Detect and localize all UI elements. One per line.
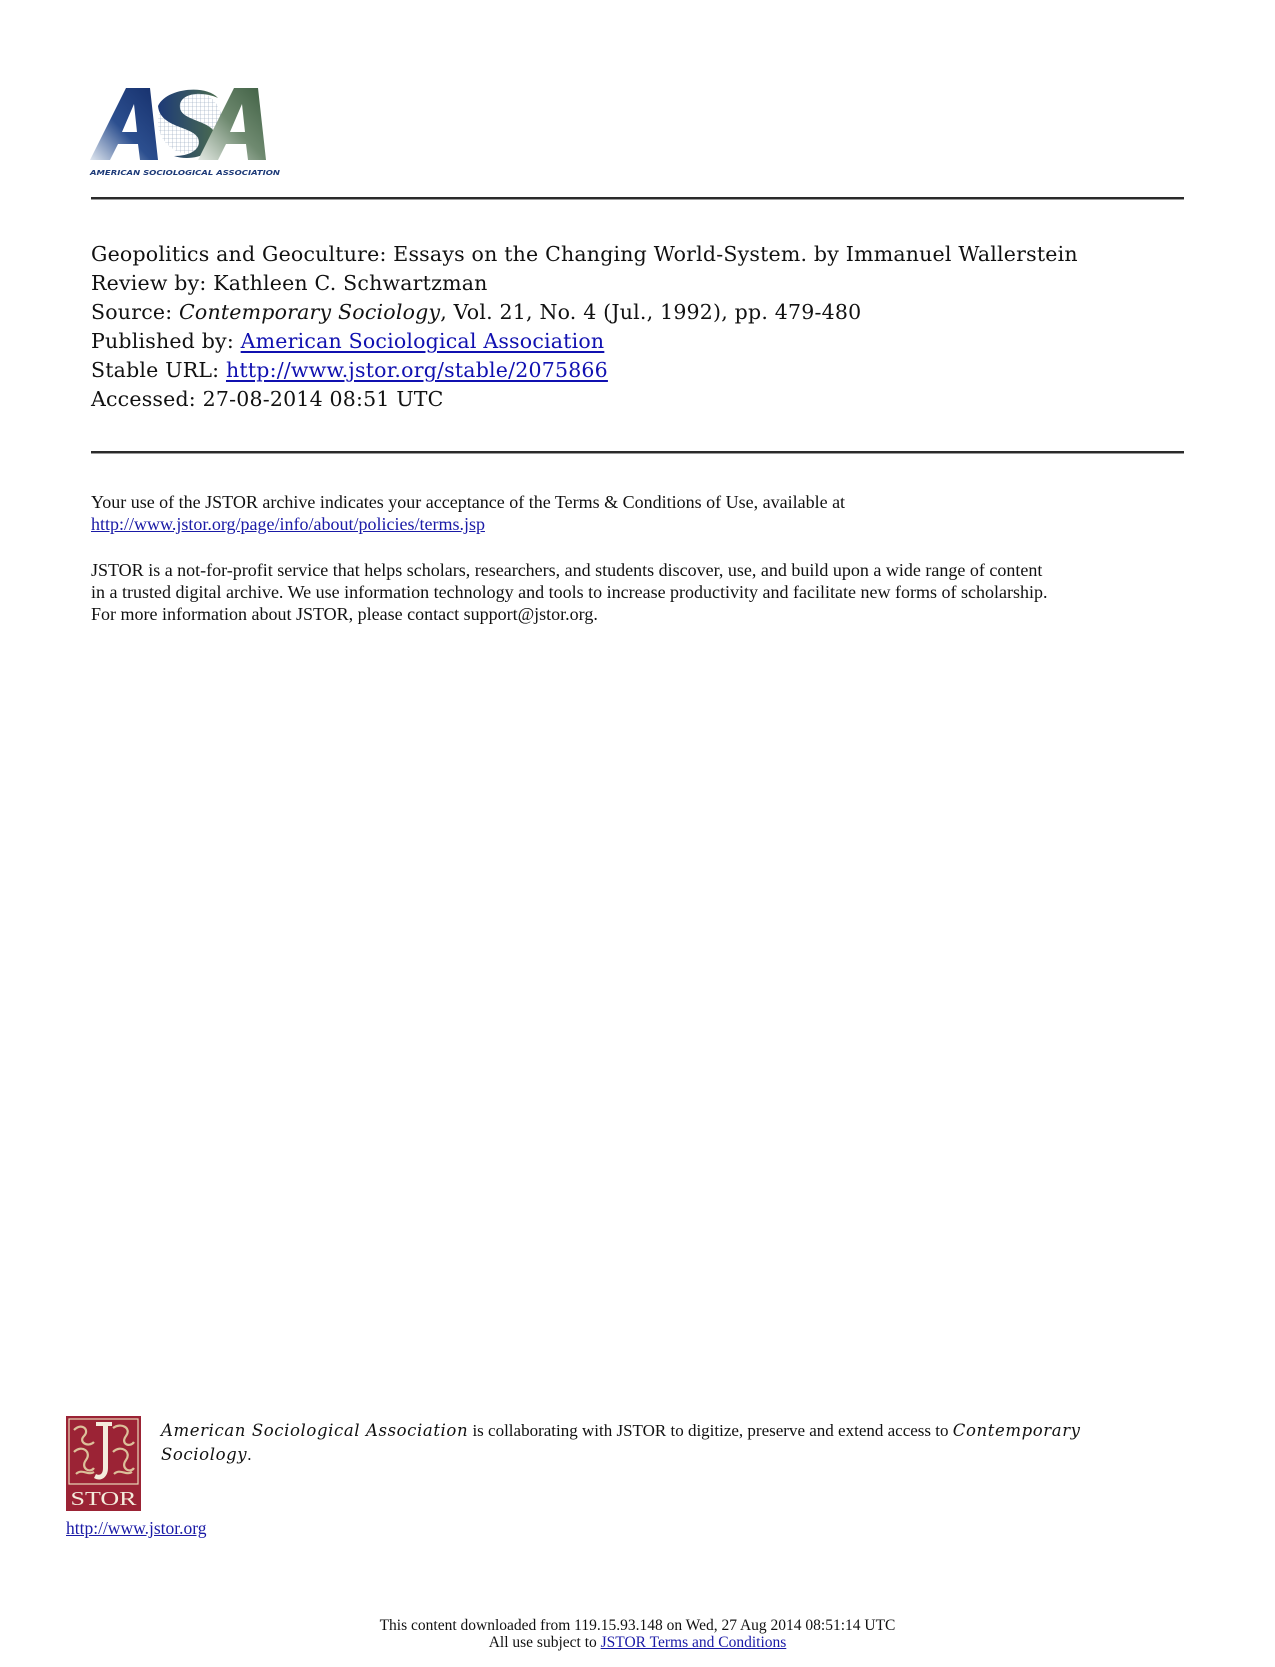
jstor-logo-icon (66, 1416, 141, 1511)
svg-text:STOR: STOR (70, 1488, 138, 1510)
reviewer-line: Review by: Kathleen C. Schwartzman (91, 271, 488, 295)
publisher-link[interactable]: American Sociological Association (240, 329, 605, 353)
use-notice: All use subject to JSTOR Terms and Conditions (488, 1634, 787, 1651)
terms-link[interactable]: http://www.jstor.org/page/info/about/policies/terms.jsp (91, 514, 485, 534)
about-jstor-line: in a trusted digital archive. We use information technology and tools to increase productivity and facilitate new forms of scholarship. (91, 582, 1048, 602)
jstor-home-link[interactable]: http://www.jstor.org (66, 1518, 207, 1538)
asa-logo-icon (88, 82, 284, 178)
accessed-line: Accessed: 27-08-2014 08:51 UTC (91, 387, 444, 411)
download-footer (0, 1617, 1275, 1651)
collaboration-statement: American Sociological Association is collaborating with JSTOR to digitize, preserve and extend access to Contemporary Sociology. (161, 1421, 1081, 1464)
bottom-divider (91, 451, 1184, 453)
about-jstor-line: For more information about JSTOR, please contact support@jstor.org. (91, 604, 598, 624)
citation-block (91, 240, 1078, 414)
svg-text:AMERICAN SOCIOLOGICAL ASSOCIAT: AMERICAN SOCIOLOGICAL ASSOCIATION (88, 168, 280, 177)
article-title: Geopolitics and Geoculture: Essays on the Changing World-System. by Immanuel Wallerstein (91, 242, 1078, 266)
journal-name: Contemporary Sociology (179, 300, 441, 324)
about-jstor-paragraph (91, 559, 1047, 625)
jstor-logo (66, 1416, 141, 1511)
stable-url-link[interactable]: http://www.jstor.org/stable/2075866 (225, 358, 608, 382)
collab-journal: Contemporary (952, 1421, 1081, 1440)
stable-url-line: Stable URL: http://www.jstor.org/stable/2075866 (91, 358, 608, 382)
publisher-line: Published by: American Sociological Association (91, 329, 605, 353)
jstor-terms-link[interactable]: JSTOR Terms and Conditions (600, 1634, 787, 1651)
reviewer-name: Kathleen C. Schwartzman (213, 271, 488, 295)
source-line: Source: Contemporary Sociology, Vol. 21, No. 4 (Jul., 1992), pp. 479-480 (91, 300, 862, 324)
terms-notice (91, 491, 845, 535)
about-jstor-line: JSTOR is a not-for-profit service that helps scholars, researchers, and students discover, use, and build upon a wide range of content (91, 560, 1043, 580)
asa-logo (88, 82, 284, 178)
download-info: This content downloaded from 119.15.93.148 on Wed, 27 Aug 2014 08:51:14 UTC (379, 1617, 896, 1634)
top-divider (91, 197, 1184, 199)
collab-org: American Sociological Association (161, 1421, 469, 1440)
terms-text: Your use of the JSTOR archive indicates your acceptance of the Terms & Conditions of Use, available at (91, 492, 846, 512)
accessed-date: 27-08-2014 08:51 UTC (202, 387, 444, 411)
